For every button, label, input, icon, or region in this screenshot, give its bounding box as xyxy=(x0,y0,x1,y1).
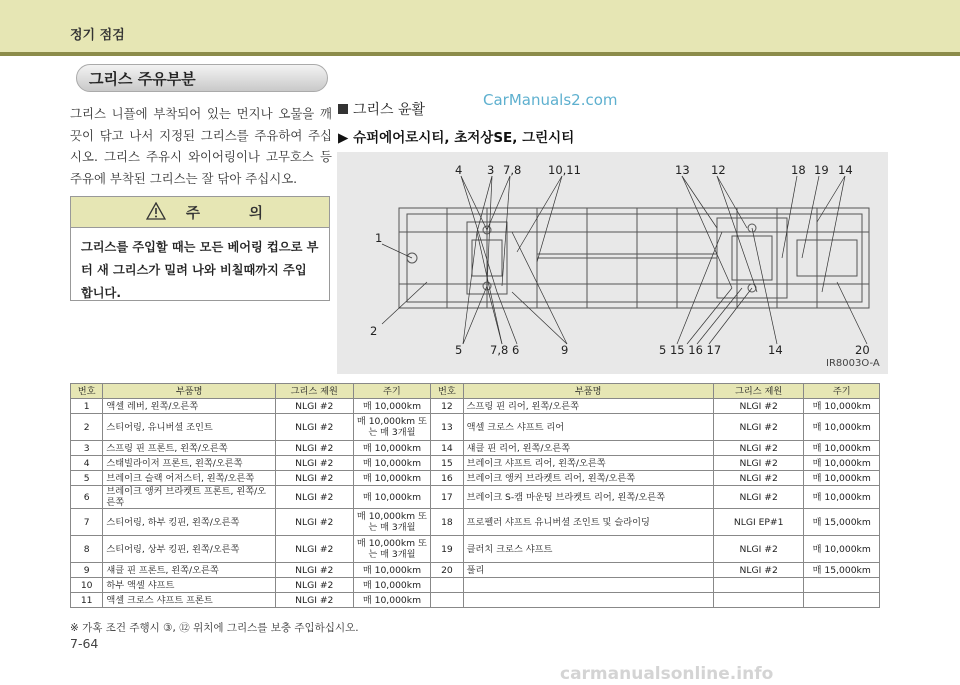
caution-body: 그리스를 주입할 때는 모든 베어링 컵으로 부터 새 그리스가 밀려 나와 비칠때까지 주입 합니다. xyxy=(81,240,319,300)
table-row xyxy=(71,486,880,509)
table-header-row xyxy=(71,384,880,399)
diagram-code: IR8003O-A xyxy=(826,358,880,369)
table-cell: NLGI #2 xyxy=(713,536,804,563)
table-cell: 섀클 핀 리어, 왼쪽/오른쪽 xyxy=(463,441,713,456)
table-cell: 14 xyxy=(431,441,463,456)
table-row xyxy=(71,509,880,536)
callout-bottom-3: 6 xyxy=(512,343,520,357)
table-cell: NLGI #2 xyxy=(713,486,804,509)
table-header-cell: 그리스 제원 xyxy=(275,384,353,399)
table-cell: NLGI #2 xyxy=(275,414,353,441)
table-cell xyxy=(713,578,804,593)
table-row xyxy=(71,593,880,608)
callout-bottom-1: 5 xyxy=(455,343,463,357)
table-body xyxy=(71,399,880,608)
callout-bottom-2: 7,8 xyxy=(490,343,509,357)
callout-top-8: 19 xyxy=(814,163,829,177)
table-cell: 7 xyxy=(71,509,103,536)
table-cell: 액셀 레버, 왼쪽/오른쪽 xyxy=(103,399,276,414)
table-cell xyxy=(713,593,804,608)
callout-left-2: 2 xyxy=(370,324,378,338)
header-rule xyxy=(0,52,960,56)
table-cell: 브레이크 슬랙 어저스터, 왼쪽/오른쪽 xyxy=(103,471,276,486)
table-header-cell: 부품명 xyxy=(103,384,276,399)
table-row xyxy=(71,536,880,563)
table-cell: 브레이크 S-캠 마운팅 브라켓트 리어, 왼쪽/오른쪽 xyxy=(463,486,713,509)
table-cell: 매 10,000km 또는 매 3개월 xyxy=(353,536,431,563)
table-cell: 매 10,000km xyxy=(804,536,880,563)
table-cell: 매 10,000km xyxy=(353,593,431,608)
callout-top-1: 4 xyxy=(455,163,463,177)
intro-paragraph: 그리스 니플에 부착되어 있는 먼지나 오물을 깨끗이 닦고 나서 지정된 그리스를 주유하여 주십시오. 그리스 주유시 와이어링이나 고무호스 등 주유에 부착된 그리스는 잘 닦아 주십시오. xyxy=(70,106,332,186)
table-cell: 5 xyxy=(71,471,103,486)
grease-parts-table xyxy=(70,383,880,608)
table-cell: NLGI #2 xyxy=(713,414,804,441)
table-cell: NLGI #2 xyxy=(275,578,353,593)
callout-left-1: 1 xyxy=(375,231,383,245)
table-cell: NLGI #2 xyxy=(275,471,353,486)
table-cell: 매 10,000km 또는 매 3개월 xyxy=(353,509,431,536)
table-cell: NLGI #2 xyxy=(713,399,804,414)
table-cell: 스프링 핀 리어, 왼쪽/오른쪽 xyxy=(463,399,713,414)
table-cell xyxy=(463,593,713,608)
table-cell: NLGI EP#1 xyxy=(713,509,804,536)
table-row xyxy=(71,578,880,593)
table-cell: 매 10,000km xyxy=(353,563,431,578)
table-header-cell: 번호 xyxy=(431,384,463,399)
callout-top-9: 14 xyxy=(838,163,853,177)
table-row xyxy=(71,441,880,456)
lubrication-title xyxy=(338,99,425,119)
table-cell: 하부 액셀 샤프트 xyxy=(103,578,276,593)
table-cell: 6 xyxy=(71,486,103,509)
table-cell: 매 10,000km xyxy=(804,441,880,456)
table-cell: 스티어링, 하부 킹핀, 왼쪽/오른쪽 xyxy=(103,509,276,536)
table-cell: 매 10,000km 또는 매 3개월 xyxy=(353,414,431,441)
table-header-cell: 주기 xyxy=(353,384,431,399)
table-cell: 액셀 크로스 샤프트 프론트 xyxy=(103,593,276,608)
table-cell: 19 xyxy=(431,536,463,563)
table-cell xyxy=(804,578,880,593)
table-header-cell: 부품명 xyxy=(463,384,713,399)
table-cell: NLGI #2 xyxy=(713,456,804,471)
table-cell: 매 10,000km xyxy=(804,486,880,509)
table-cell: 8 xyxy=(71,536,103,563)
table-cell: 9 xyxy=(71,563,103,578)
footnote: ※ 가혹 조건 주행시 ③, ⑫ 위치에 그리스를 보충 주입하십시오. xyxy=(70,622,359,634)
callout-bottom-5: 5 15 16 17 xyxy=(659,343,722,357)
table-cell: NLGI #2 xyxy=(275,456,353,471)
callout-bottom-4: 9 xyxy=(561,343,569,357)
table-cell: 15 xyxy=(431,456,463,471)
table-cell: 매 10,000km xyxy=(353,441,431,456)
table-row xyxy=(71,456,880,471)
callout-bottom-7: 20 xyxy=(855,343,870,357)
callout-top-2: 3 xyxy=(487,163,495,177)
table-cell: 스티어링, 유니버셜 조인트 xyxy=(103,414,276,441)
table-cell: 12 xyxy=(431,399,463,414)
table-cell: 매 10,000km xyxy=(353,578,431,593)
table-cell: NLGI #2 xyxy=(275,593,353,608)
caution-box xyxy=(70,196,330,301)
table-cell: 13 xyxy=(431,414,463,441)
callout-top-5: 13 xyxy=(675,163,690,177)
table-cell: 11 xyxy=(71,593,103,608)
table-cell: 1 xyxy=(71,399,103,414)
caution-title: 주 의 xyxy=(186,206,286,222)
table-cell: 매 10,000km xyxy=(353,456,431,471)
table-cell xyxy=(804,593,880,608)
callout-bottom-6: 14 xyxy=(768,343,783,357)
table-cell: 매 10,000km xyxy=(353,486,431,509)
table-cell: 10 xyxy=(71,578,103,593)
table-cell: 매 10,000km xyxy=(804,414,880,441)
callout-top-6: 12 xyxy=(711,163,726,177)
table-cell: 브레이크 샤프트 리어, 왼쪽/오른쪽 xyxy=(463,456,713,471)
table-cell: NLGI #2 xyxy=(275,563,353,578)
table-cell xyxy=(431,593,463,608)
table-cell: 매 10,000km xyxy=(804,456,880,471)
table-row xyxy=(71,414,880,441)
table-cell: 클러치 크로스 샤프트 xyxy=(463,536,713,563)
table-cell: 스티어링, 상부 킹핀, 왼쪽/오른쪽 xyxy=(103,536,276,563)
table-cell: 브레이크 앵커 브라켓트 프론트, 왼쪽/오른쪽 xyxy=(103,486,276,509)
table-cell: NLGI #2 xyxy=(713,563,804,578)
table-cell: 브레이크 앵커 브라켓트 리어, 왼쪽/오른쪽 xyxy=(463,471,713,486)
watermark-carmanuals: CarManuals2.com xyxy=(483,91,618,109)
table-cell: 2 xyxy=(71,414,103,441)
lubrication-title-text: 그리스 윤활 xyxy=(353,102,426,118)
table-row xyxy=(71,563,880,578)
chassis-drawing xyxy=(337,152,888,374)
table-header-cell: 번호 xyxy=(71,384,103,399)
site-watermark: carmanualsonline.info xyxy=(560,664,774,684)
square-bullet-icon xyxy=(338,104,348,114)
chassis-diagram xyxy=(337,152,888,374)
warning-triangle-icon xyxy=(146,202,166,220)
table-header-cell: 주기 xyxy=(804,384,880,399)
table-cell: 20 xyxy=(431,563,463,578)
table-header-cell: 그리스 제원 xyxy=(713,384,804,399)
callout-top-4: 10,11 xyxy=(548,163,581,177)
table-cell: 매 10,000km xyxy=(804,399,880,414)
table-cell: 스태빌라이저 프론트, 왼쪽/오른쪽 xyxy=(103,456,276,471)
table-cell: NLGI #2 xyxy=(275,486,353,509)
table-cell xyxy=(431,578,463,593)
table-cell: 16 xyxy=(431,471,463,486)
table-row xyxy=(71,399,880,414)
table-cell: NLGI #2 xyxy=(275,441,353,456)
table-cell: 18 xyxy=(431,509,463,536)
table-cell: NLGI #2 xyxy=(713,441,804,456)
section-title: 그리스 주유부분 xyxy=(89,70,196,88)
page-number: 7-64 xyxy=(70,636,99,651)
table-cell: 프로펠러 샤프트 유니버셜 조인트 및 슬라이딩 xyxy=(463,509,713,536)
table-cell: 매 15,000km xyxy=(804,509,880,536)
table-cell: NLGI #2 xyxy=(275,509,353,536)
section-title-pill xyxy=(76,64,328,92)
page-header-title: 정기 점검 xyxy=(70,28,125,43)
caution-header xyxy=(71,197,329,228)
table-cell: 섀클 핀 프론트, 왼쪽/오른쪽 xyxy=(103,563,276,578)
table-cell: 액셀 크로스 샤프트 리어 xyxy=(463,414,713,441)
table-cell: NLGI #2 xyxy=(275,399,353,414)
table-cell: 풀리 xyxy=(463,563,713,578)
table-cell: 4 xyxy=(71,456,103,471)
table-cell: 스프링 핀 프론트, 왼쪽/오른쪽 xyxy=(103,441,276,456)
table-cell: 17 xyxy=(431,486,463,509)
table-cell: 매 10,000km xyxy=(804,471,880,486)
table-cell: 3 xyxy=(71,441,103,456)
callout-top-7: 18 xyxy=(791,163,806,177)
table-cell: 매 15,000km xyxy=(804,563,880,578)
lubrication-subtitle: ▶ 슈퍼에어로시티, 초저상SE, 그린시티 xyxy=(338,130,575,146)
table-cell: NLGI #2 xyxy=(275,536,353,563)
table-cell: NLGI #2 xyxy=(713,471,804,486)
table-cell xyxy=(463,578,713,593)
callout-top-3: 7,8 xyxy=(503,163,522,177)
header-bar xyxy=(0,0,960,52)
table-cell: 매 10,000km xyxy=(353,471,431,486)
table-cell: 매 10,000km xyxy=(353,399,431,414)
table-row xyxy=(71,471,880,486)
